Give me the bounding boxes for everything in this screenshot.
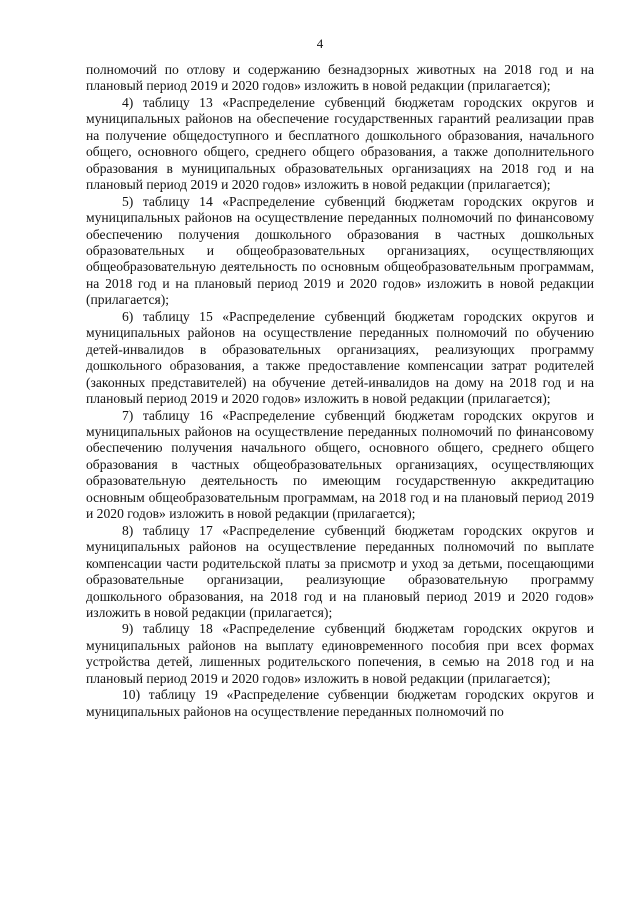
paragraph-item-6: 6) таблицу 15 «Распределение субвенций бюджетам городских округов и муниципальных районов на осуществление переданных полномочий по обучению детей-инвалидов в образовательных организациях, реализующих программу дошкольного образования, а также предоставление компенсации затрат родителей (законных представителей) на обучение детей-инвалидов на дому на 2018 год и на плановый период 2019 и 2020 годов» изложить в новой редакции (прилагается); [86, 308, 594, 407]
paragraph-item-10: 10) таблицу 19 «Распределение субвенции бюджетам городских округов и муниципальных районов на осуществление переданных полномочий по [86, 687, 594, 719]
paragraph-item-8: 8) таблицу 17 «Распределение субвенций бюджетам городских округов и муниципальных районов на осуществление переданных полномочий по выплате компенсации части родительской платы за присмотр и уход за детьми, посещающими образовательные организации, реализующие образовательную программу дошкольного образования, на 2018 год и на плановый период 2019 и 2020 годов» изложить в новой редакции (прилагается); [86, 522, 594, 620]
page-number: 4 [316, 36, 324, 51]
paragraph-item-9: 9) таблицу 18 «Распределение субвенций бюджетам городских округов и муниципальных районов на выплату единовременного пособия при всех формах устройства детей, лишенных родительского попечения, в семью на 2018 год и на плановый период 2019 и 2020 годов» изложить в новой редакции (прилагается); [86, 621, 594, 686]
paragraph-item-5: 5) таблицу 14 «Распределение субвенций бюджетам городских округов и муниципальных районов на осуществление переданных полномочий по финансовому обеспечению получения дошкольного образования в частных дошкольных образовательных и общеобразовательных организациях, осуществляющих общеобразовательную деятельность по основным общеобразовательным программам, на 2018 год и на плановый период 2019 и 2020 годов» изложить в новой редакции (прилагается); [86, 193, 594, 308]
document-body [86, 62, 594, 720]
paragraph-item-4: 4) таблицу 13 «Распределение субвенций бюджетам городских округов и муниципальных районов на обеспечение государственных гарантий реализации прав на получение общедоступного и бесплатного дошкольного образования, начального общего, основного общего, среднего общего образования, а также дополнительного образования в муниципальных образовательных организациях на 2018 год и на плановый период 2019 и 2020 годов» изложить в новой редакции (прилагается); [86, 94, 594, 193]
paragraph-continuation: полномочий по отлову и содержанию безнадзорных животных на 2018 год и на плановый период 2019 и 2020 годов» изложить в новой редакции (прилагается); [86, 62, 594, 94]
paragraph-item-7: 7) таблицу 16 «Распределение субвенций бюджетам городских округов и муниципальных районов на осуществление переданных полномочий по финансовому обеспечению получения начального общего, основного общего, среднего общего образования в частных общеобразовательных организациях, осуществляющих образовательную деятельность по имеющим государственную аккредитацию основным общеобразовательным программам, на 2018 год и на плановый период 2019 и 2020 годов» изложить в новой редакции (прилагается); [86, 407, 594, 522]
